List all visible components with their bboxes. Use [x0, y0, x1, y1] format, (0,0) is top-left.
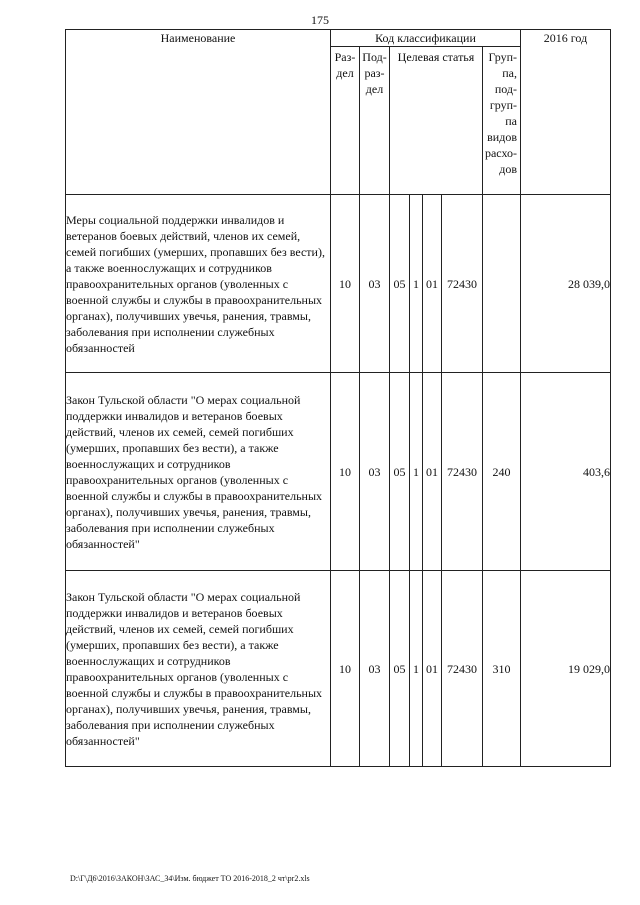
row-name: Меры социальной поддержки инвалидов и ветеранов боевых действий, членов их семей, семей погибших (умерших, пропавших без вести), а также военнослужащих и сотрудников правоохранительных органов (уволенных с военной службы и службы в правоохранительных органах), получивших увечья, ранения, травмы, заболевания при исполнении служебных обязанностей — [66, 195, 331, 373]
row-cs3: 01 — [423, 373, 442, 571]
row-sum: 19 029,0 — [521, 571, 611, 767]
row-vid: 310 — [483, 571, 521, 767]
row-name: Закон Тульской области "О мерах социальной поддержки инвалидов и ветеранов боевых действий, членов их семей, семей погибших (умерших, пропавших без вести), а также военнослужащих и сотрудников правоохранительных органов (уволенных с военной службы и службы в правоохранительных органах), получивших увечья, ранения, травмы, заболевания при исполнении служебных обязанностей" — [66, 373, 331, 571]
row-cs4: 72430 — [442, 571, 483, 767]
row-cs3: 01 — [423, 195, 442, 373]
row-razdel: 10 — [331, 571, 360, 767]
table-row — [66, 373, 611, 571]
row-sum: 403,6 — [521, 373, 611, 571]
header-celevaya: Целевая статья — [397, 50, 475, 64]
row-cs2: 1 — [410, 571, 423, 767]
row-vid: 240 — [483, 373, 521, 571]
budget-table — [65, 29, 611, 767]
page-number: 175 — [311, 13, 329, 27]
table-row — [66, 571, 611, 767]
header-razdel: Раз- дел — [334, 50, 356, 80]
header-code-group: Код классификации — [331, 30, 521, 47]
header-name: Наименование — [66, 30, 331, 195]
row-cs3: 01 — [423, 571, 442, 767]
row-razdel: 10 — [331, 195, 360, 373]
row-cs4: 72430 — [442, 373, 483, 571]
row-cs4: 72430 — [442, 195, 483, 373]
header-gruppa: Груп- па, под- груп- па видов расхо- дов — [484, 50, 517, 176]
row-cs1: 05 — [390, 195, 410, 373]
row-cs1: 05 — [390, 571, 410, 767]
row-cs2: 1 — [410, 195, 423, 373]
row-cs1: 05 — [390, 373, 410, 571]
row-podrazdel: 03 — [360, 195, 390, 373]
row-sum: 28 039,0 — [521, 195, 611, 373]
row-cs2: 1 — [410, 373, 423, 571]
header-year: 2016 год — [521, 30, 611, 195]
header-podrazdel: Под- раз- дел — [362, 50, 387, 96]
footer-file-path: D:\Г\Д6\2016\ЗАКОН\ЗАС_34\Изм. бюджет ТО 2016-2018_2 чт\pr2.xls — [70, 874, 310, 883]
row-vid — [483, 195, 521, 373]
row-razdel: 10 — [331, 373, 360, 571]
table-row — [66, 195, 611, 373]
row-podrazdel: 03 — [360, 571, 390, 767]
row-name: Закон Тульской области "О мерах социальной поддержки инвалидов и ветеранов боевых действий, членов их семей, семей погибших (умерших, пропавших без вести), а также военнослужащих и сотрудников правоохранительных органов (уволенных с военной службы и службы в правоохранительных органах), получивших увечья, ранения, травмы, заболевания при исполнении служебных обязанностей" — [66, 571, 331, 767]
row-podrazdel: 03 — [360, 373, 390, 571]
